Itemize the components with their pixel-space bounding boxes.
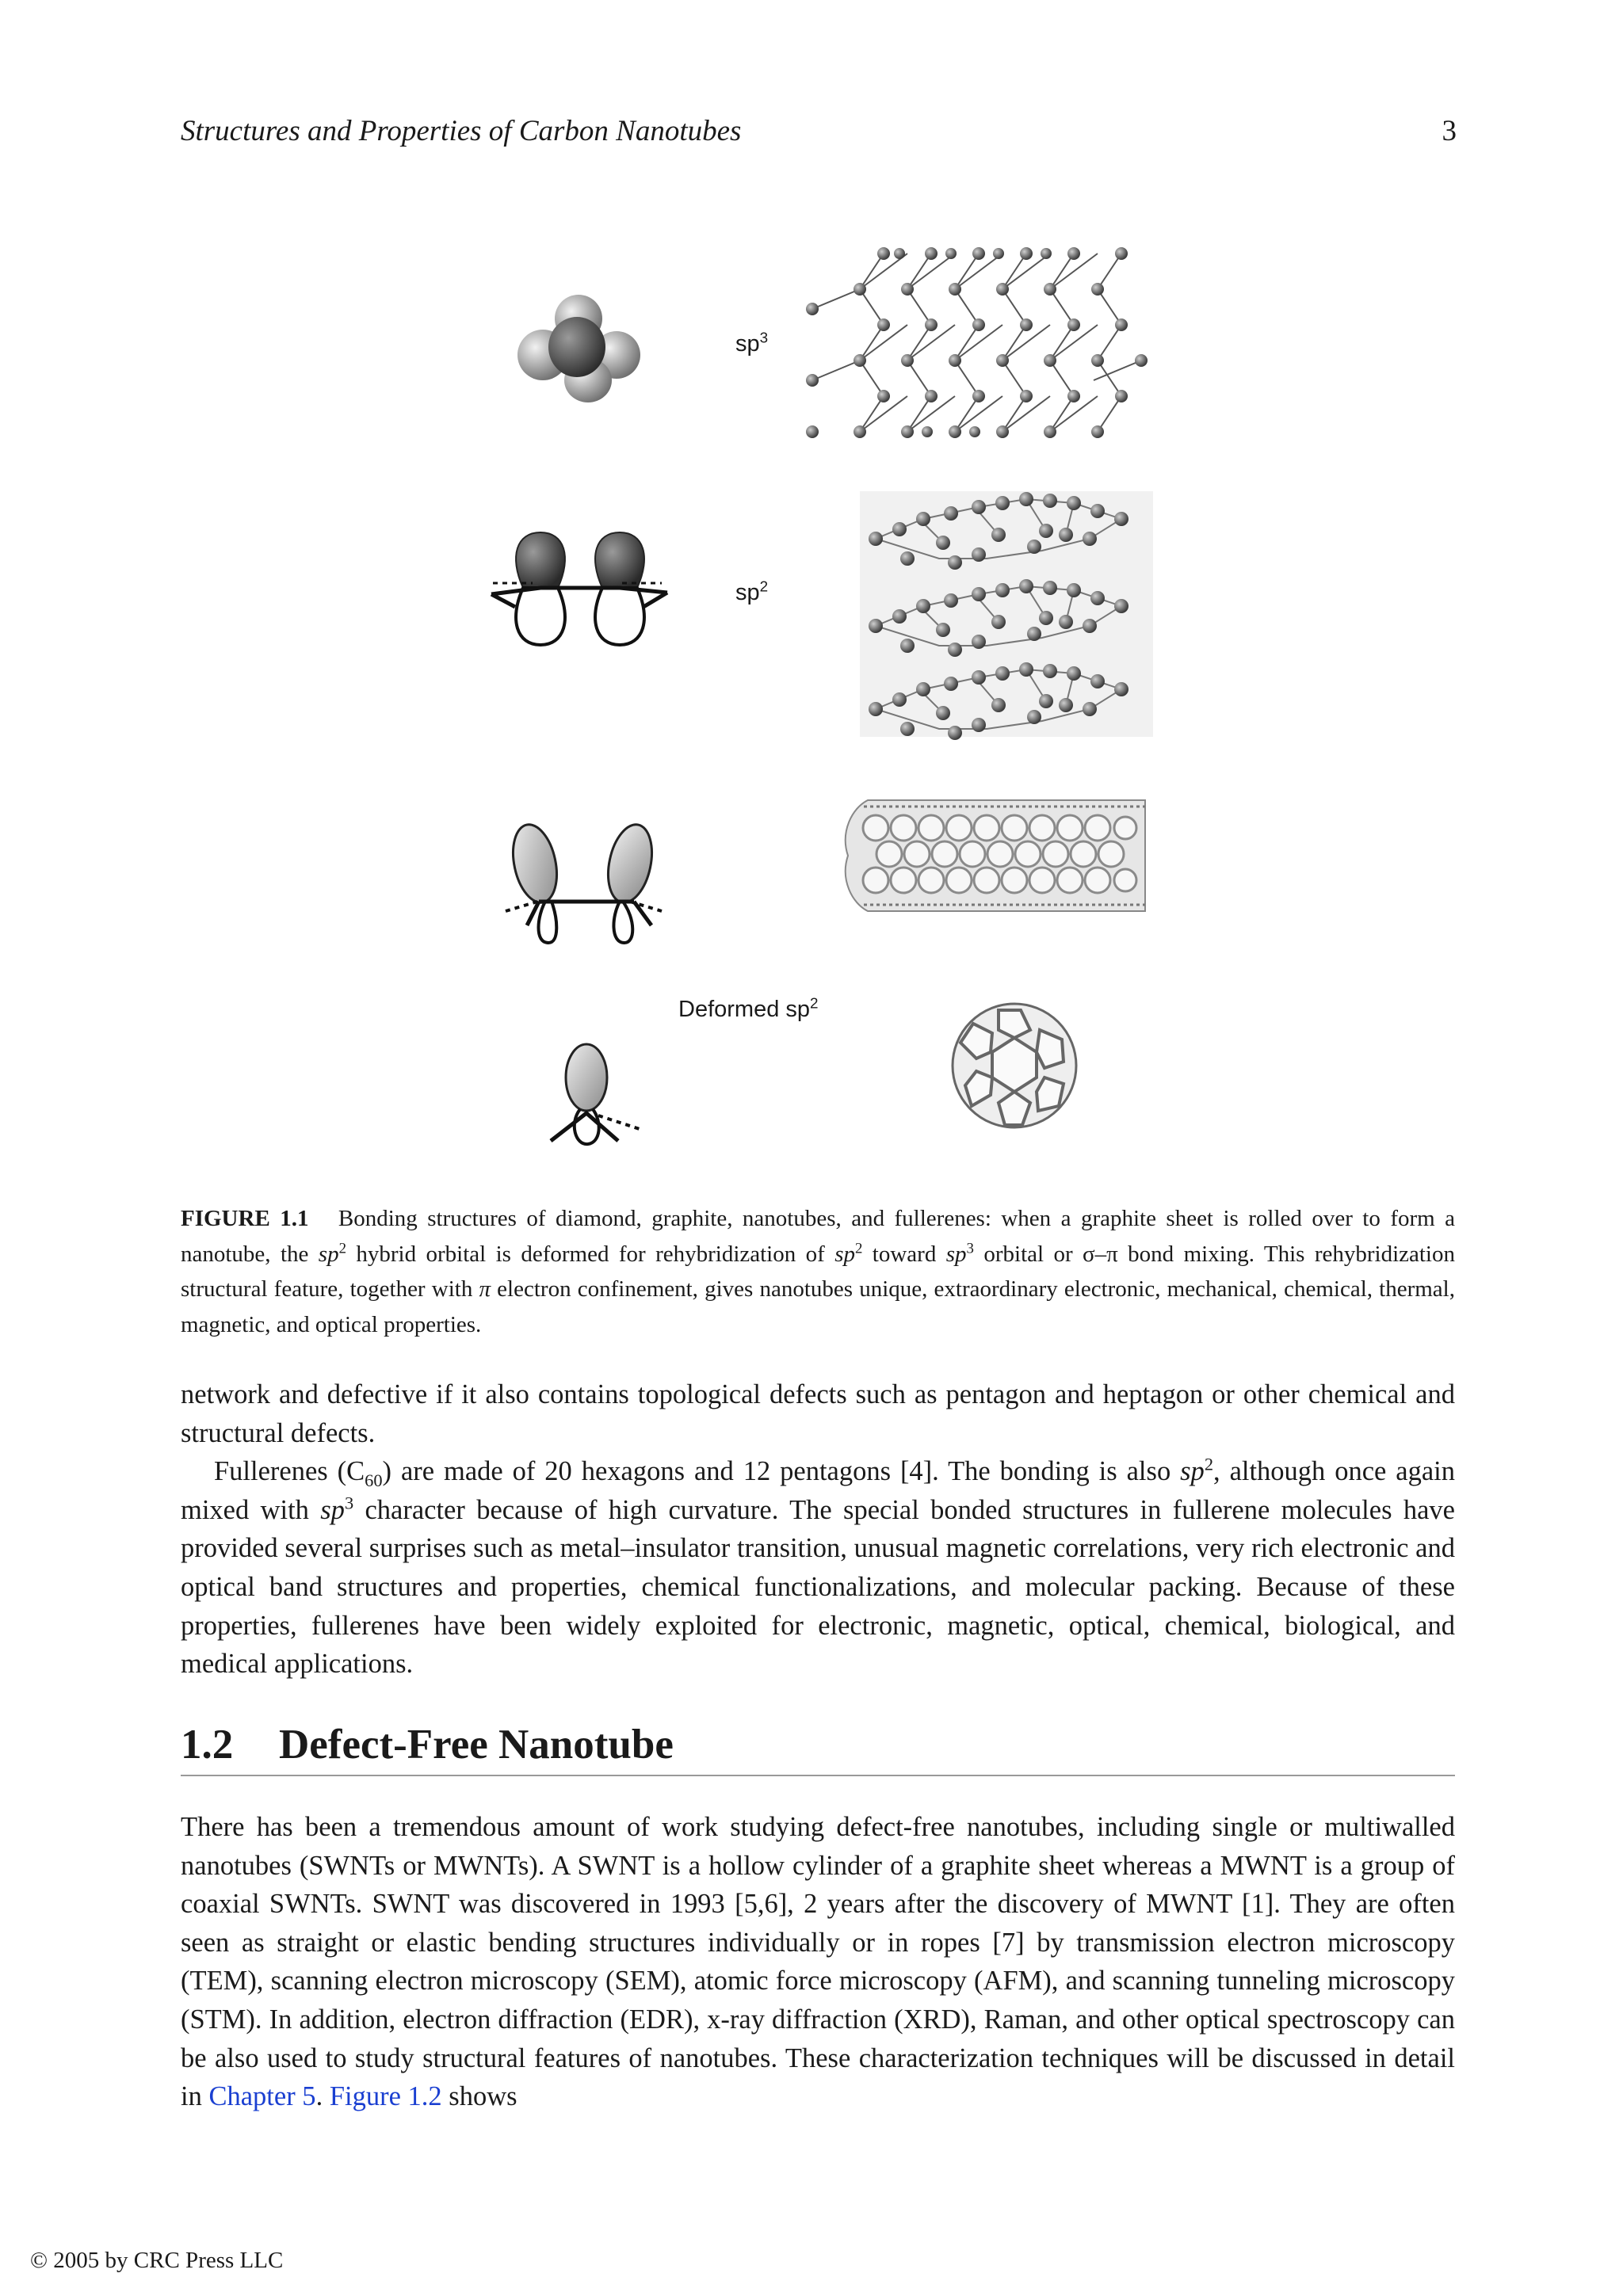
label-sp2: $sp^2$: [735, 578, 769, 605]
chapter-5-link[interactable]: Chapter 5: [208, 2081, 316, 2112]
fullerene-orbital-icon: [551, 1044, 642, 1144]
paragraph-defect-free: There has been a tremendous amount of work studying defect-free nanotubes, including single or multiwalled nanotubes (SWNTs or MWNTs). A SWNT is a hollow cylinder of a graphite sheet whereas a MWNT is a group of coaxial SWNTs. SWNT was discovered in 1993 [5,6], 2 years after the discovery of MWNT [1]. They are often seen as straight or elastic bending structures individually or in ropes [7] by transmission electron microscopy (TEM), scanning electron microscopy (SEM), atomic force microscopy (AFM), and scanning tunneling microscopy (STM). In addition, electron diffraction (EDR), x-ray diffraction (XRD), Raman, and other optical spectroscopy can be also used to study structural features of nanotubes. These characterization techniques will be discussed in detail in Chapter 5. Figure 1.2 shows: [181, 1812, 1455, 2112]
figure-illustration: [444, 214, 1205, 1188]
paragraph-fullerenes: Fullerenes $(C_{60})$ are made of 20 hexagons and 12 pentagons [4]. The bonding is also $sp^2$, although once again mixed with $sp^3$ character because of high curvature. The special bonded structures in fullerene molecules have provided several surprises such as metal–insulator transition, unusual magnetic correlations, very rich electronic and optical band structures and properties, chemical functionalizations, and molecular packing. Because of these properties, fullerenes have been widely exploited for electronic, magnetic, optical, chemical, biological, and medical applications.: [181, 1454, 1455, 1680]
caption-label: FIGURE 1.1: [181, 1206, 309, 1231]
section-heading: [181, 1721, 1455, 1776]
deformed-sp2-orbital-icon: [506, 821, 662, 943]
copyright-footer: © 2005 by CRC Press LLC: [30, 2248, 284, 2273]
diamond-lattice-icon: [806, 247, 1148, 438]
figure-1-2-link[interactable]: Figure 1.2: [329, 2081, 442, 2112]
section-title-text: Defect-Free Nanotube: [279, 1722, 674, 1768]
body-paragraphs-top: [181, 1375, 1455, 1684]
page-number: 3: [1442, 115, 1457, 147]
label-sp3: $sp^3$: [735, 329, 769, 357]
fullerene-c60-icon: [953, 1004, 1076, 1127]
body-paragraph-section: [181, 1808, 1455, 2116]
label-deformed-sp2: Deformed $sp^2$: [678, 994, 819, 1022]
section-number: 1.2: [181, 1722, 234, 1768]
graphite-layers-icon: [860, 491, 1153, 740]
figure-caption: FIGURE 1.1 Bonding structures of diamond, graphite, nanotubes, and fullerenes: when a graphite sheet is rolled over to form a nanotube, the $sp^2$ hybrid orbital is deformed for rehybridization of $sp^2$ toward $sp^3$ orbital or σ–π bond mixing. This rehybridization structural feature, together with π electron confinement, gives nanotubes unique, extraordinary electronic, mechanical, chemical, thermal, magnetic, and optical properties.: [181, 1206, 1456, 1337]
running-head: Structures and Properties of Carbon Nanotubes: [181, 115, 742, 147]
figure-1-1: [444, 214, 1205, 1188]
sp3-orbital-icon: [517, 295, 640, 402]
sp2-orbital-icon: [491, 532, 667, 645]
paragraph-continuation: network and defective if it also contains topological defects such as pentagon and heptagon or other chemical and structural defects.: [181, 1379, 1455, 1448]
nanotube-icon: [846, 800, 1145, 911]
